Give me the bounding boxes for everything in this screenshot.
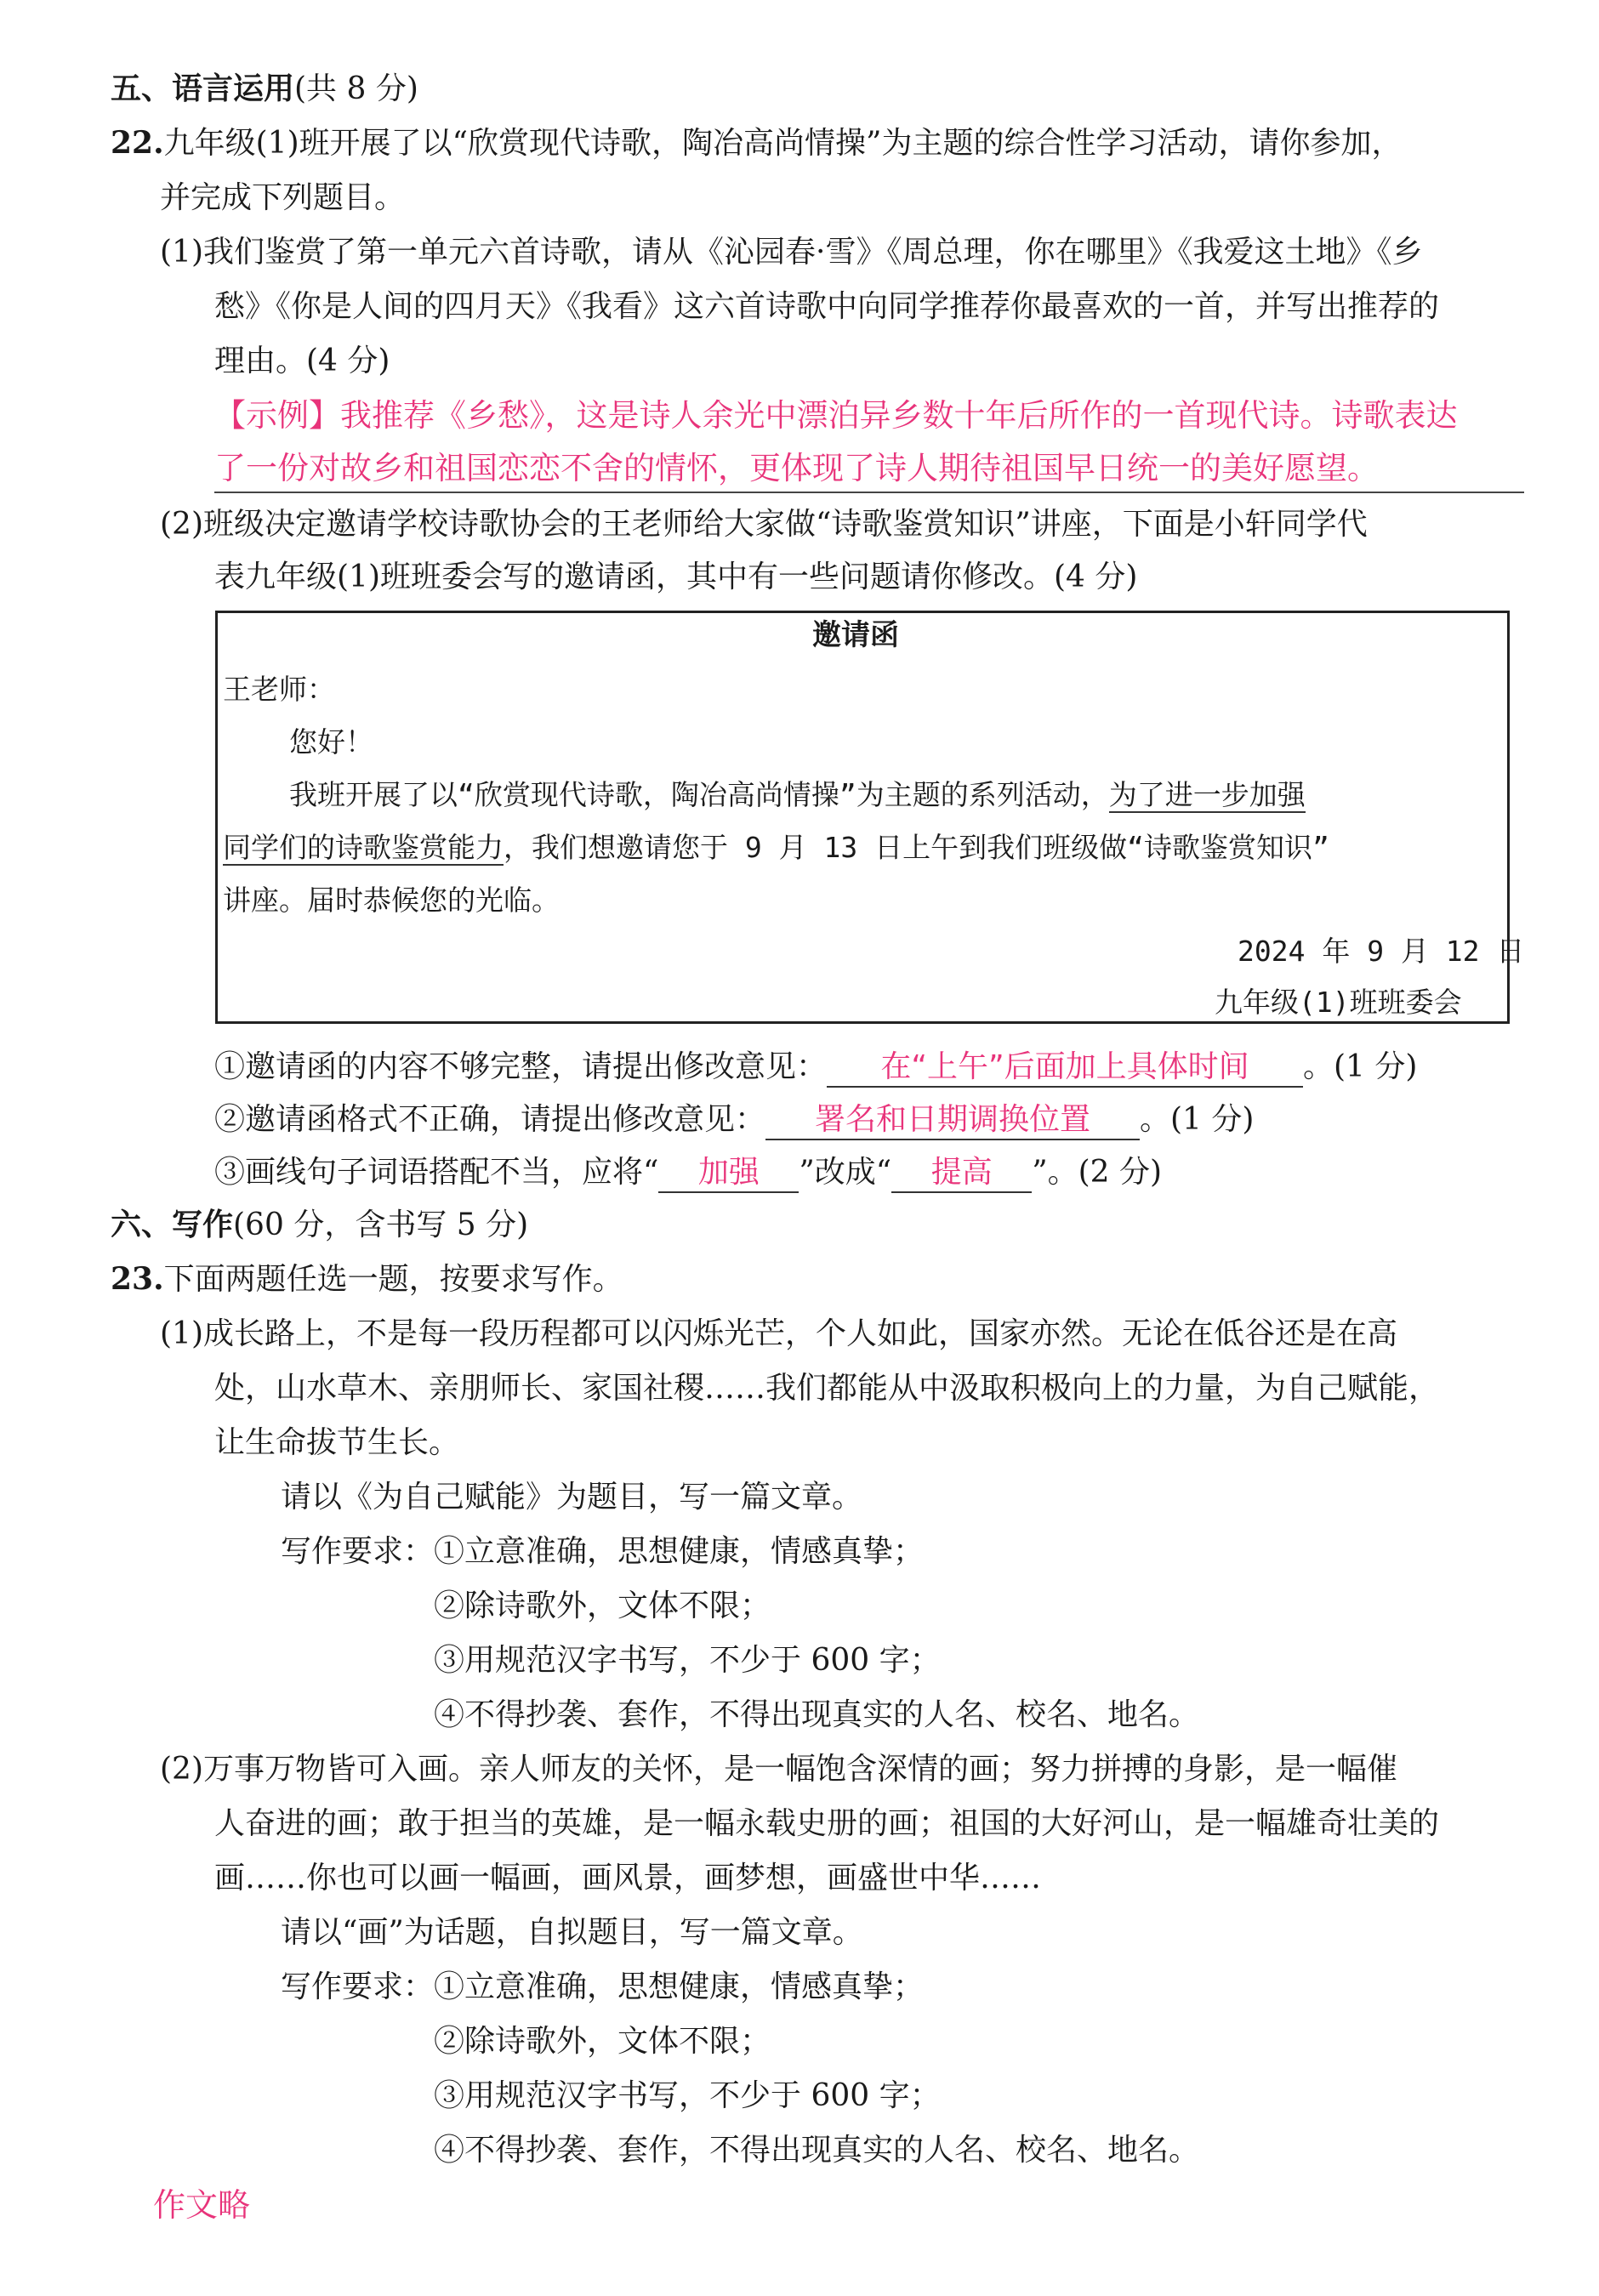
q23-number: 23. <box>111 1261 164 1297</box>
q22-part1-line1: (1)我们鉴赏了第一单元六首诗歌，请从《沁园春·雪》《周总理，你在哪里》《我爱这土地》《乡 <box>160 235 1423 270</box>
q23-opt2-task: 请以“画”为话题，自拟题目，写一篇文章。 <box>281 1915 863 1950</box>
q23-opt1-task: 请以《为自己赋能》为题目，写一篇文章。 <box>281 1480 863 1515</box>
section-5-heading <box>111 70 418 108</box>
q22-sub3-answer1: 加强 <box>658 1153 799 1193</box>
q23-opt2-req2: ②除诗歌外，文体不限； <box>434 2024 771 2059</box>
q23-answer: 作文略 <box>153 2186 251 2224</box>
underlined-sentence-part1: 为了进一步加强 <box>1108 778 1306 811</box>
q22-sub3-answer2: 提高 <box>891 1153 1032 1193</box>
section-6-title: 六、写作 <box>111 1207 234 1242</box>
q22-number: 22. <box>111 125 164 161</box>
q23-opt1-line1: (1)成长路上，不是每一段历程都可以闪烁光芒，个人如此，国家亦然。无论在低谷还是在高 <box>160 1316 1397 1351</box>
q22-part1-line2: 愁》《你是人间的四月天》《我看》这六首诗歌中向同学推荐你最喜欢的一首，并写出推荐的 <box>214 289 1440 324</box>
q22-sub2: ②邀请函格式不正确，请提出修改意见： 署名和日期调换位置 。(1 分) <box>214 1100 1254 1140</box>
invitation-letter-title: 邀请函 <box>812 618 899 652</box>
invitation-signature: 九年级(1)班班委会 <box>1215 986 1462 1019</box>
q23-opt1-line2: 处，山水草木、亲朋师长、家国社稷……我们都能从中汲取积极向上的力量，为自己赋能， <box>214 1371 1440 1406</box>
q23-opt1-req3: ③用规范汉字书写，不少于 600 字； <box>434 1643 941 1678</box>
q22-part1-answer-line2: 了一份对故乡和祖国恋恋不舍的情怀，更体现了诗人期待祖国早日统一的美好愿望。 <box>214 449 1524 493</box>
invitation-body-line2: 同学们的诗歌鉴赏能力，我们想邀请您于 9 月 13 日上午到我们班级做“诗歌鉴赏知识” <box>223 831 1329 864</box>
invitation-greeting: 您好！ <box>289 725 373 759</box>
q23-opt1-req1: 写作要求：①立意准确，思想健康，情感真挚； <box>281 1534 925 1569</box>
q22-part2-line1: (2)班级决定邀请学校诗歌协会的王老师给大家做“诗歌鉴赏知识”讲座，下面是小轩同学代 <box>160 507 1368 542</box>
q23-opt2-line2: 人奋进的画；敢于担当的英雄，是一幅永载史册的画；祖国的大好河山，是一幅雄奇壮美的 <box>214 1806 1440 1841</box>
q23-opt2-line3: 画……你也可以画一幅画，画风景，画梦想，画盛世中华…… <box>214 1861 1042 1895</box>
underlined-sentence-part2: 同学们的诗歌鉴赏能力 <box>223 831 504 864</box>
q22-sub3: ③画线句子词语搭配不当，应将“ 加强 ”改成“ 提高 ”。(2 分) <box>214 1153 1162 1193</box>
section-5-score: (共 8 分) <box>294 71 418 106</box>
q22-part1-line3: 理由。(4 分) <box>214 344 390 378</box>
invitation-date: 2024 年 9 月 12 日 <box>1238 935 1525 968</box>
q22-stem-line2: 并完成下列题目。 <box>160 180 406 215</box>
section-6-heading <box>111 1206 528 1244</box>
invitation-body-line3: 讲座。届时恭候您的光临。 <box>223 884 560 917</box>
q23-opt1-line3: 让生命拔节生长。 <box>214 1425 460 1460</box>
q23-opt2-req3: ③用规范汉字书写，不少于 600 字； <box>434 2078 941 2113</box>
invitation-body-line1: 我班开展了以“欣赏现代诗歌，陶冶高尚情操”为主题的系列活动，为了进一步加强 <box>289 778 1306 811</box>
q23-opt1-req2: ②除诗歌外，文体不限； <box>434 1588 771 1623</box>
q23-opt2-req1: 写作要求：①立意准确，思想健康，情感真挚； <box>281 1969 925 2004</box>
q22-sub1: ①邀请函的内容不够完整，请提出修改意见： 在“上午”后面加上具体时间 。(1 分) <box>214 1048 1417 1088</box>
section-5-title: 五、语言运用 <box>111 71 295 106</box>
invitation-salutation: 王老师： <box>223 673 335 706</box>
q23-opt2-line1: (2)万事万物皆可入画。亲人师友的关怀，是一幅饱含深情的画；努力拼搏的身影，是一幅催 <box>160 1752 1397 1787</box>
q22-sub1-answer: 在“上午”后面加上具体时间 <box>827 1048 1303 1088</box>
q23-opt1-req4: ④不得抄袭、套作，不得出现真实的人名、校名、地名。 <box>434 1697 1200 1732</box>
q23-opt2-req4: ④不得抄袭、套作，不得出现真实的人名、校名、地名。 <box>434 2133 1200 2168</box>
q23-stem: 23.下面两题任选一题，按要求写作。 <box>111 1261 623 1297</box>
q22-part2-line2: 表九年级(1)班班委会写的邀请函，其中有一些问题请你修改。(4 分) <box>214 560 1138 594</box>
q22-sub2-answer: 署名和日期调换位置 <box>765 1100 1140 1140</box>
section-6-score: (60 分，含书写 5 分) <box>233 1208 529 1242</box>
q22-stem-line1: 22.九年级(1)班开展了以“欣赏现代诗歌，陶冶高尚情操”为主题的综合性学习活动，请你参加， <box>111 125 1403 161</box>
q22-part1-answer-line1: 【示例】我推荐《乡愁》，这是诗人余光中漂泊异乡数十年后所作的一首现代诗。诗歌表达 <box>214 397 1458 434</box>
